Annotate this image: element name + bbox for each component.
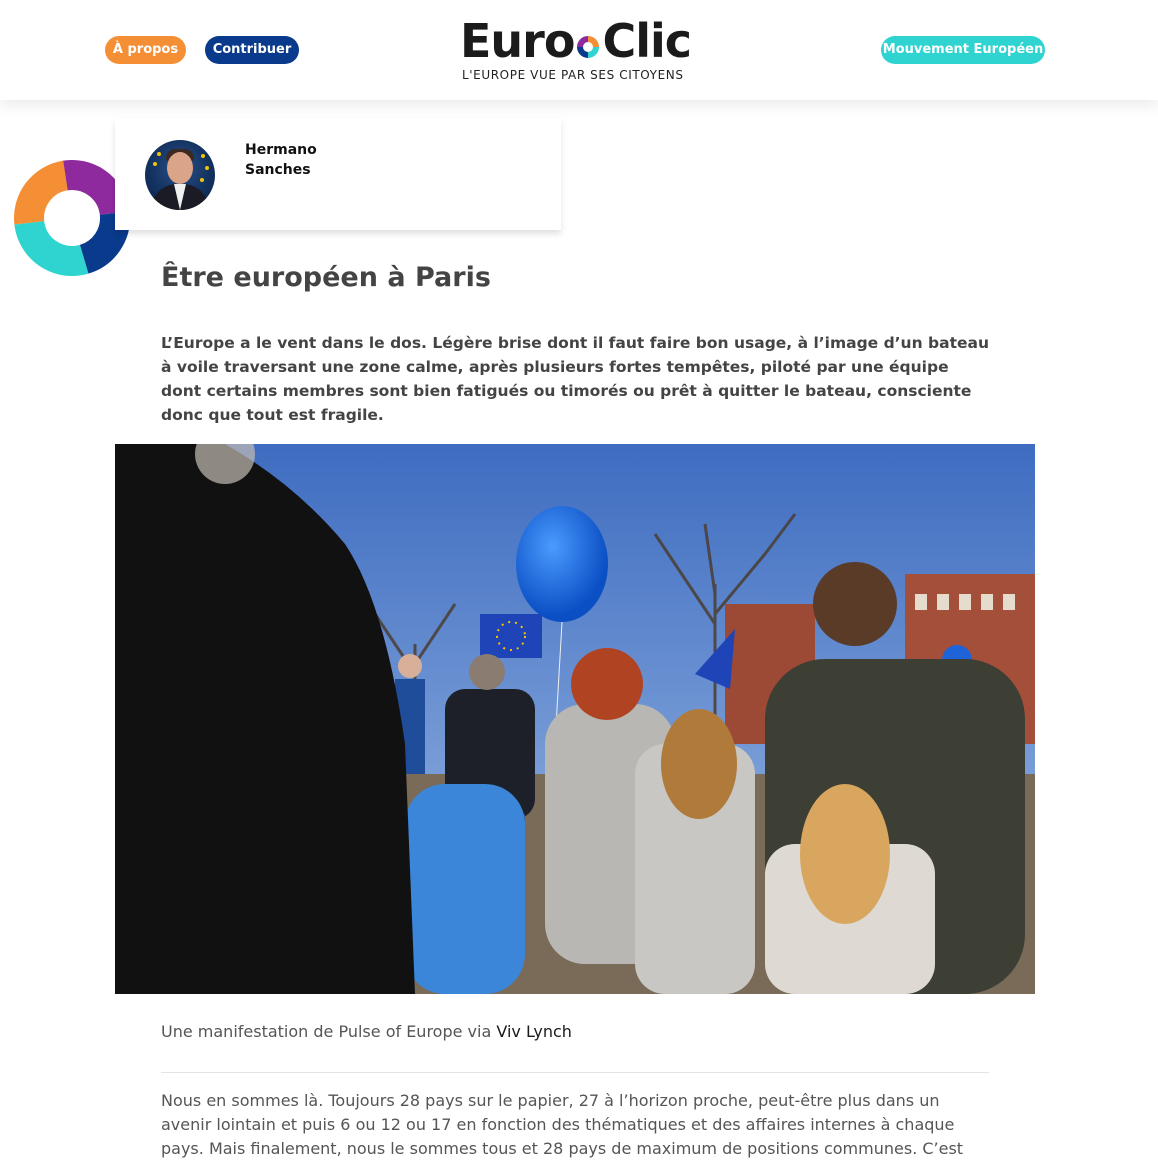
author-name[interactable]	[245, 140, 317, 180]
logo-word-right: Clic	[602, 14, 692, 68]
author-first-name: Hermano	[245, 142, 317, 158]
author-card[interactable]	[115, 118, 561, 230]
decorative-ring-icon	[14, 160, 130, 276]
euroclic-logo[interactable]	[460, 14, 690, 86]
nav-contribuer-button[interactable]: Contribuer	[205, 36, 299, 64]
photo-caption	[161, 1022, 572, 1041]
article-title: Être européen à Paris	[161, 262, 491, 293]
nav-a-propos-button[interactable]: À propos	[105, 36, 186, 64]
logo-ring-icon	[576, 16, 600, 40]
nav-mouvement-europeen-button[interactable]: Mouvement Européen	[881, 36, 1045, 64]
article-photo	[115, 444, 1035, 994]
caption-credit-link[interactable]: Viv Lynch	[496, 1022, 572, 1041]
article-body: Nous en sommes là. Toujours 28 pays sur le papier, 27 à l’horizon proche, peut-être plus dans un avenir lointain et puis 6 ou 12 ou 17 en fonction des thématiques et des affaires internes à chaque pays. Mais finalement, nous le sommes tous et 28 pays de maximum de positions communes. C’est	[161, 1091, 964, 1158]
caption-text: Une manifestation de Pulse of Europe via	[161, 1022, 497, 1041]
logo-word-left: Euro	[460, 14, 575, 68]
author-last-name: Sanches	[245, 162, 311, 178]
logo-wordmark	[460, 14, 691, 68]
divider	[161, 1072, 989, 1073]
site-header	[0, 0, 1158, 100]
author-avatar[interactable]	[145, 140, 215, 210]
article-lead: L’Europe a le vent dans le dos. Légère brise dont il faut faire bon usage, à l’image d’un bateau à voile traversant une zone calme, après plusieurs fortes tempêtes, piloté par une équipe dont certains membres sont bien fatigués ou timorés ou prêt à quitter le bateau, consciente donc que tout est fragile.	[161, 334, 989, 424]
logo-tagline: L'EUROPE VUE PAR SES CITOYENS	[462, 68, 684, 82]
